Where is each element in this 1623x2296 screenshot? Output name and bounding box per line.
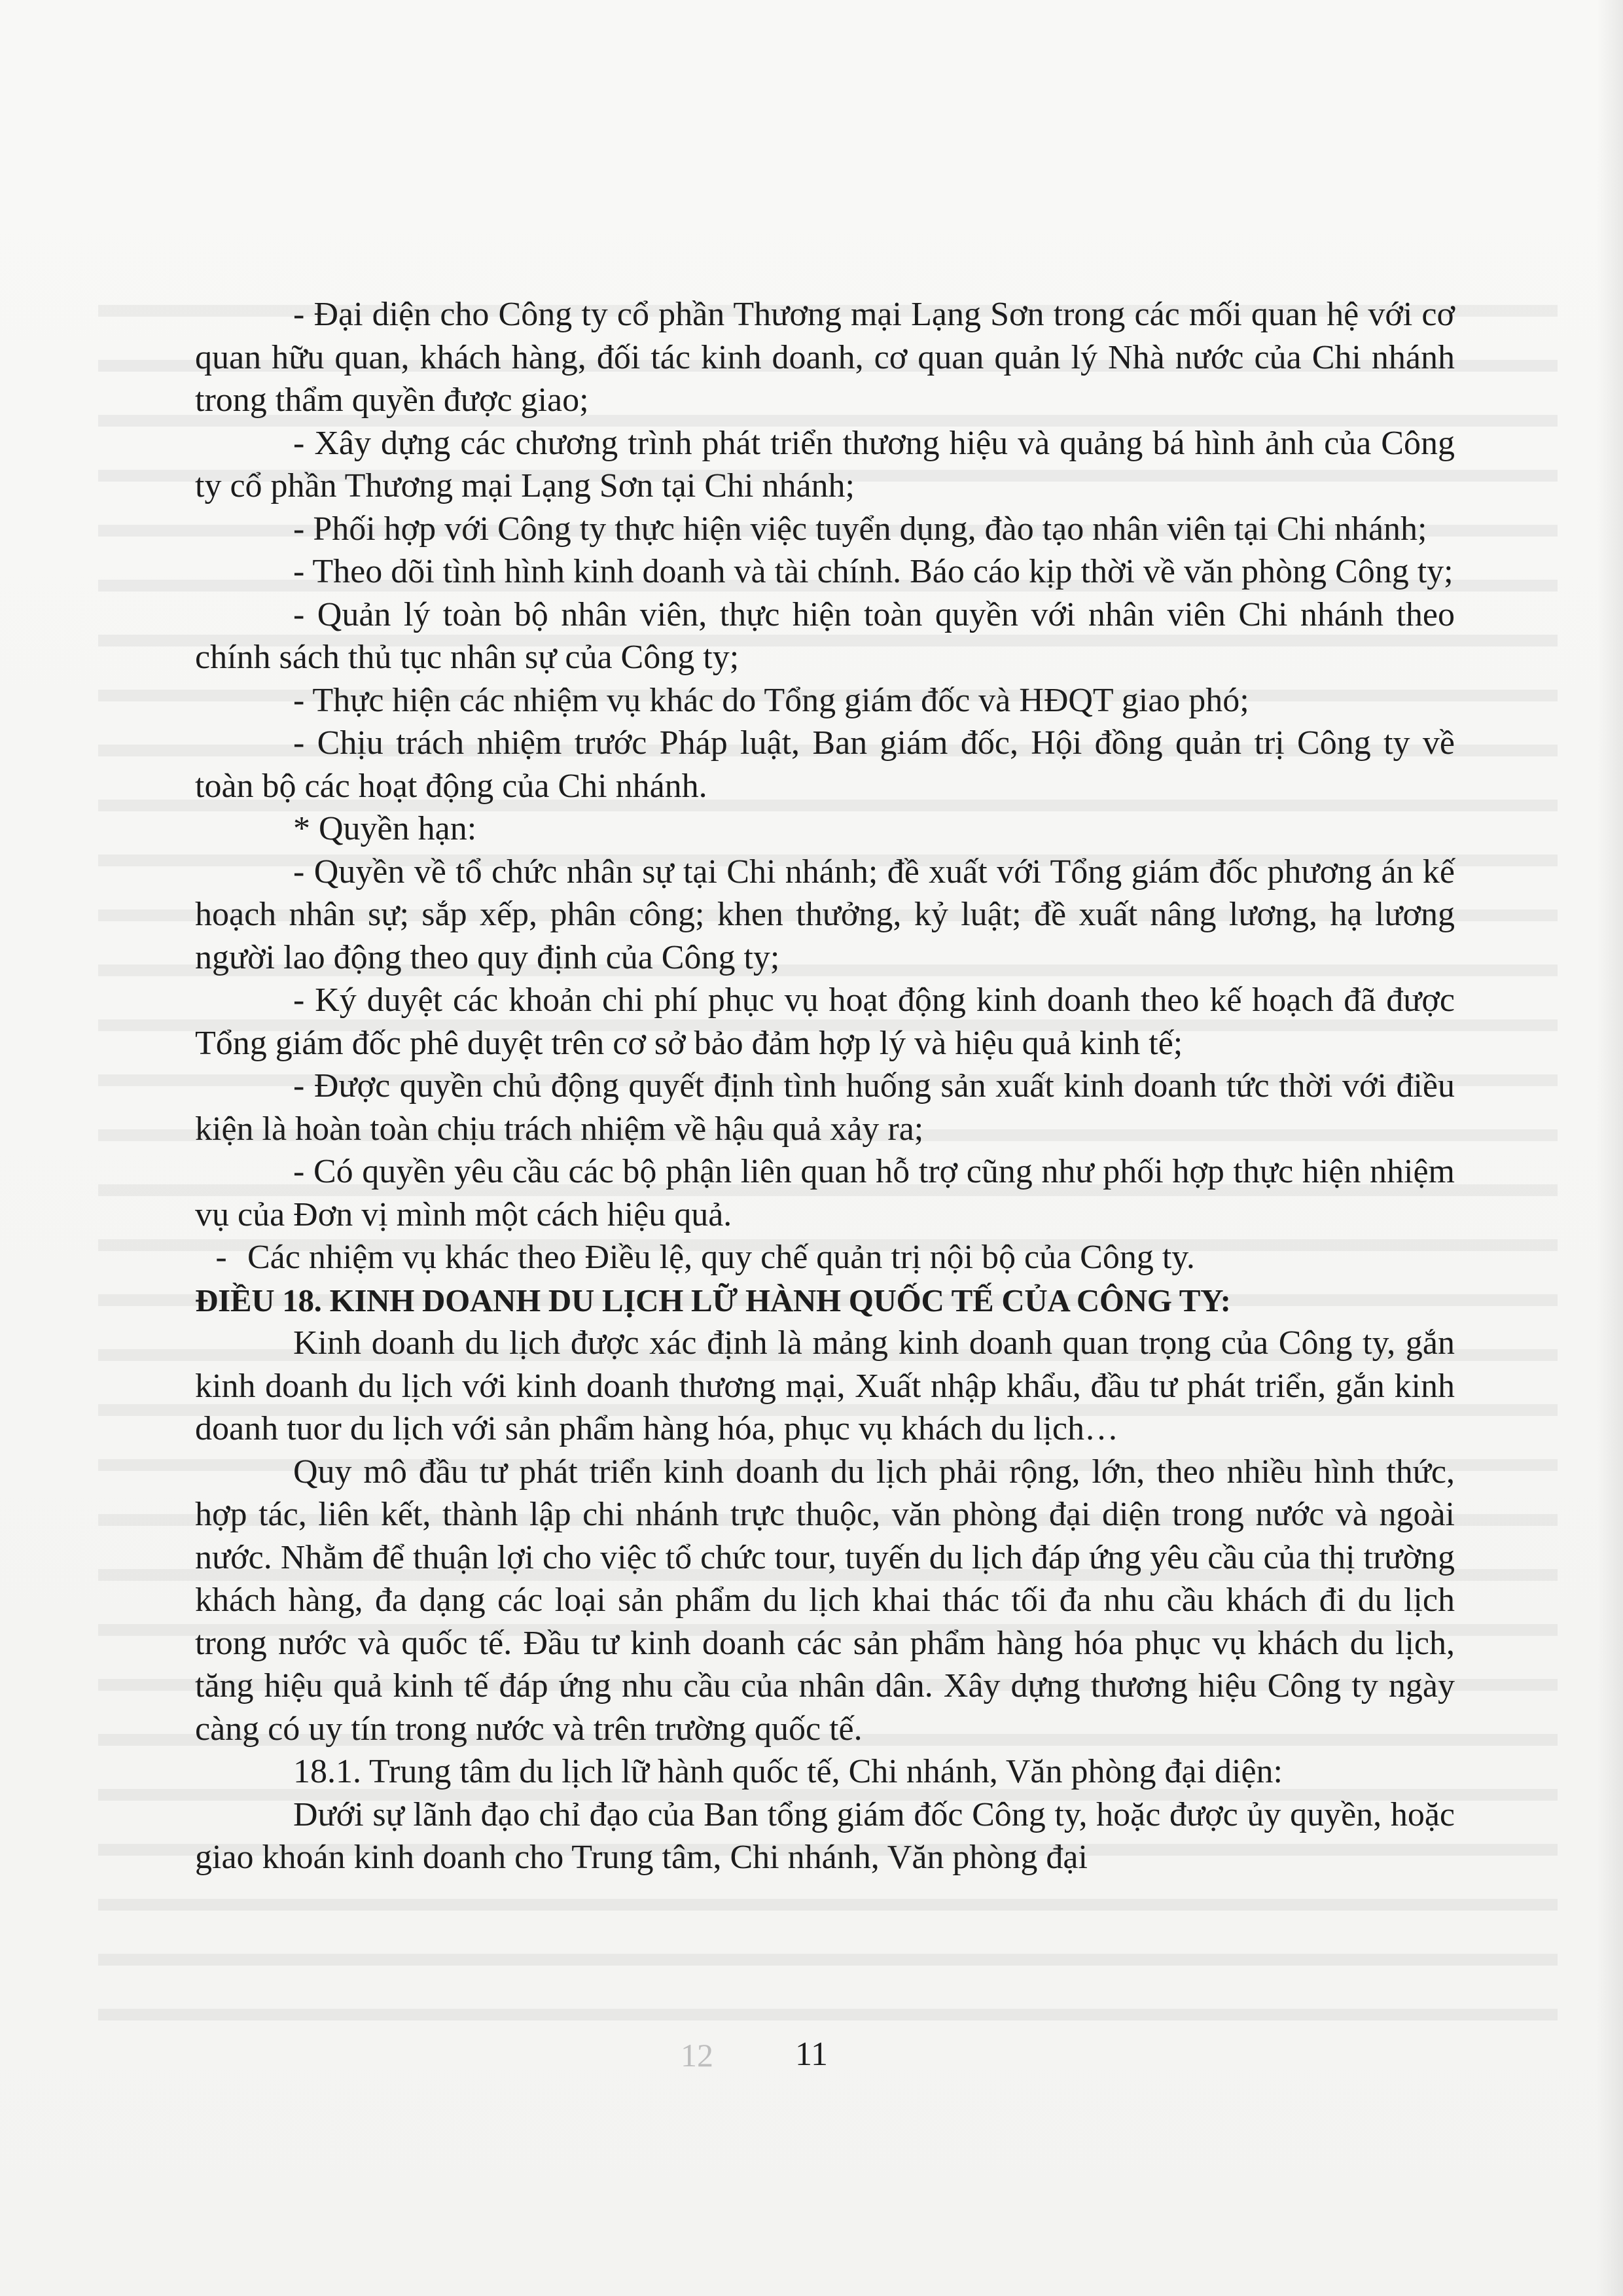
other-duties-text: Các nhiệm vụ khác theo Điều lệ, quy chế quản trị nội bộ của Công ty. (247, 1239, 1195, 1276)
dash-bullet: - (215, 1239, 227, 1276)
duty-reporting: - Theo dõi tình hình kinh doanh và tài chính. Báo cáo kịp thời về văn phòng Công ty; (293, 553, 1454, 590)
power-personnel: - Quyền về tổ chức nhân sự tại Chi nhánh; đề xuất với Tổng giám đốc phương án kế hoạch nhân sự; sắp xếp, phân công; khen thưởng, kỷ luật; đề xuất nâng lương, hạ lương người lao động theo quy định của Công ty; (195, 853, 1455, 976)
article-18-heading: ĐIỀU 18. KINH DOANH DU LỊCH LỮ HÀNH QUỐC TẾ CỦA CÔNG TY: (195, 1282, 1231, 1318)
duty-branding: - Xây dựng các chương trình phát triển thương hiệu và quảng bá hình ảnh của Công ty cổ phần Thương mại Lạng Sơn tại Chi nhánh; (195, 424, 1455, 504)
tourism-intro-paragraph: Kinh doanh du lịch được xác định là mảng kinh doanh quan trọng của Công ty, gắn kinh doanh du lịch với kinh doanh thương mại, Xuất nhập khẩu, đầu tư phát triển, gắn kinh doanh tuor du lịch với sản phẩm hàng hóa, phục vụ khách du lịch… (195, 1324, 1455, 1447)
duty-responsibility: - Chịu trách nhiệm trước Pháp luật, Ban giám đốc, Hội đồng quản trị Công ty về toàn bộ các hoạt động của Chi nhánh. (195, 724, 1455, 805)
duty-represent: - Đại diện cho Công ty cổ phần Thương mại Lạng Sơn trong các mối quan hệ với cơ quan hữu quan, khách hàng, đối tác kinh doanh, cơ quan quản lý Nhà nước của Chi nhánh trong thẩm quyền được giao; (195, 296, 1455, 419)
other-duties-item (195, 1236, 1455, 1279)
subsection-18-1: 18.1. Trung tâm du lịch lữ hành quốc tế, Chi nhánh, Văn phòng đại diện: (293, 1753, 1283, 1790)
scan-edge-shadow (1597, 0, 1623, 2296)
tourism-scale-paragraph: Quy mô đầu tư phát triển kinh doanh du lịch phải rộng, lớn, theo nhiều hình thức, hợp tác, liên kết, thành lập chi nhánh trực thuộc, văn phòng đại diện trong nước và ngoài nước. Nhằm để thuận lợi cho việc tổ chức tour, tuyến du lịch đáp ứng yêu cầu của thị trường khách hàng, đa dạng các loại sản phẩm du lịch khai thác tối đa nhu cầu khách đi du lịch trong nước và quốc tế. Đầu tư kinh doanh các sản phẩm hàng hóa phục vụ khách du lịch, tăng hiệu quả kinh tế đáp ứng nhu cầu của nhân dân. Xây dựng thương hiệu Công ty ngày càng có uy tín trong nước và trên trường quốc tế. (195, 1453, 1455, 1748)
show-through-page-number: 12 (681, 2037, 713, 2074)
power-expense-approval: - Ký duyệt các khoản chi phí phục vụ hoạt động kinh doanh theo kế hoạch đã được Tổng giám đốc phê duyệt trên cơ sở bảo đảm hợp lý và hiệu quả kinh tế; (195, 981, 1455, 1062)
subsection-18-1-paragraph: Dưới sự lãnh đạo chỉ đạo của Ban tổng giám đốc Công ty, hoặc được ủy quyền, hoặc giao khoán kinh doanh cho Trung tâm, Chi nhánh, Văn phòng đại (195, 1795, 1455, 1876)
page-number: 11 (794, 2036, 829, 2073)
power-decision: - Được quyền chủ động quyết định tình huống sản xuất kinh doanh tức thời với điều kiện là hoàn toàn chịu trách nhiệm về hậu quả xảy ra; (195, 1067, 1455, 1148)
duty-other-tasks: - Thực hiện các nhiệm vụ khác do Tổng giám đốc và HĐQT giao phó; (293, 681, 1249, 719)
document-body (195, 293, 1455, 1879)
powers-label: * Quyền hạn: (293, 810, 477, 847)
duty-recruitment: - Phối hợp với Công ty thực hiện việc tuyển dụng, đào tạo nhân viên tại Chi nhánh; (293, 510, 1427, 548)
duty-staff-management: - Quản lý toàn bộ nhân viên, thực hiện toàn quyền với nhân viên Chi nhánh theo chính sách thủ tục nhân sự của Công ty; (195, 595, 1455, 676)
power-request-support: - Có quyền yêu cầu các bộ phận liên quan hỗ trợ cũng như phối hợp thực hiện nhiệm vụ của Đơn vị mình một cách hiệu quả. (195, 1153, 1455, 1233)
